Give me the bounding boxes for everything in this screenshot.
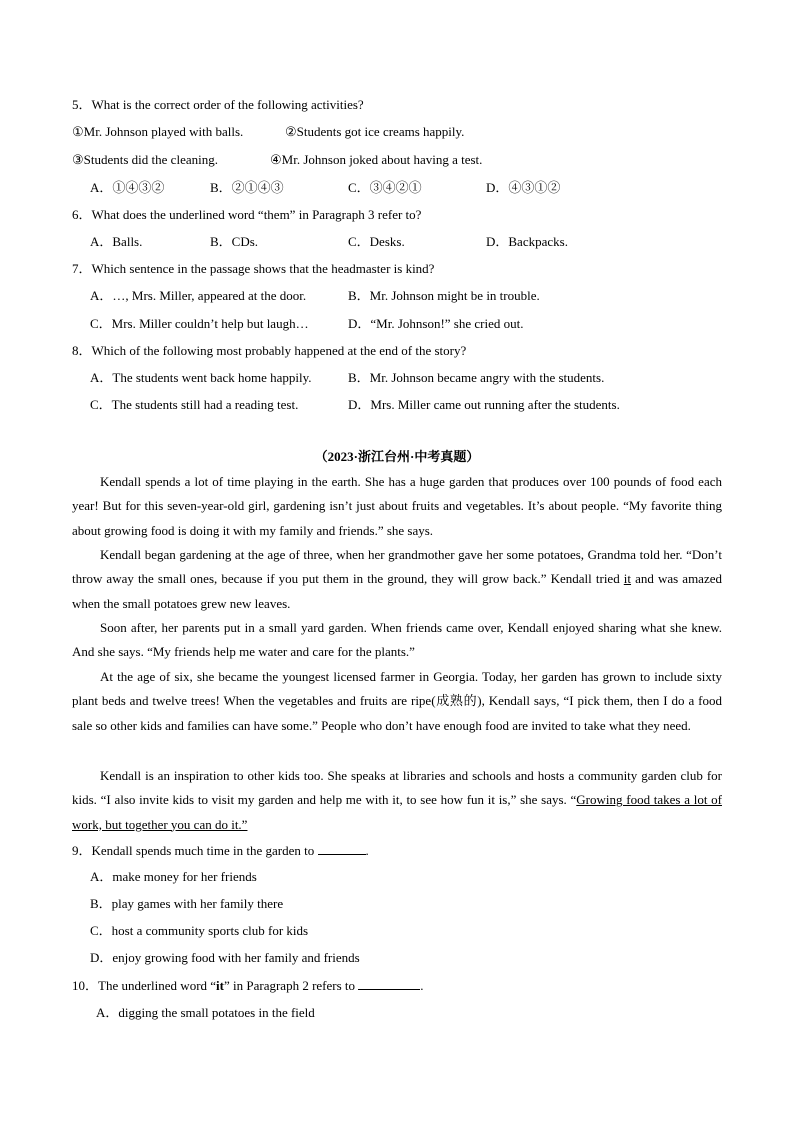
- passage-paragraph-2-text-b: and was amazed when the small potatoes grew new leaves.: [72, 571, 722, 611]
- q9-stem: [72, 842, 369, 859]
- q8-stem: 8．Which of the following most probably happened at the end of the story?: [72, 343, 467, 358]
- q7-option-d[interactable]: D．“Mr. Johnson!” she cried out.: [348, 316, 524, 331]
- passage-paragraph-4: [72, 665, 722, 738]
- q10-stem-end: .: [420, 978, 424, 993]
- q5-option-a[interactable]: A．①④③②: [90, 180, 165, 195]
- q6-option-b[interactable]: B．CDs.: [210, 234, 259, 249]
- passage-paragraph-3-text: Soon after, her parents put in a small yard garden. When friends came over, Kendall enjoyed sharing what she knew. And she says. “My friends help me water and care for the plants.”: [72, 620, 722, 660]
- q9-option-b[interactable]: B．play games with her family there: [90, 896, 284, 911]
- q5-option-c[interactable]: C．③④②①: [348, 180, 422, 195]
- underlined-sentence: Growing food takes a lot of work, but together you can do it.”: [72, 792, 722, 832]
- passage-paragraph-2: [72, 543, 722, 616]
- q9-answer-blank[interactable]: [318, 842, 366, 855]
- passage-paragraph-1-text: Kendall spends a lot of time playing in the earth. She has a huge garden that produces over 100 pounds of food each year! But for this seven-year-old girl, gardening isn’t just about fruits and vegetables. It’s about people. “My favorite thing about growing food is doing it with my family and friends.” she says.: [72, 474, 722, 538]
- q9-option-c[interactable]: C．host a community sports club for kids: [90, 923, 309, 938]
- q8-option-c[interactable]: C．The students still had a reading test.: [90, 397, 299, 412]
- q10-stem-text-a: 10．The underlined word “: [72, 978, 217, 993]
- q9-option-a[interactable]: A．make money for her friends: [90, 869, 257, 884]
- q5-item-3: ③Students did the cleaning.: [72, 152, 218, 167]
- q10-stem-bold-word: it: [216, 978, 224, 993]
- q5-item-4: ④Mr. Johnson joked about having a test.: [270, 152, 483, 167]
- q7-option-a[interactable]: A．…, Mrs. Miller, appeared at the door.: [90, 288, 307, 303]
- q10-stem: [72, 977, 424, 994]
- q9-stem-end: .: [365, 843, 369, 858]
- q9-stem-text: 9．Kendall spends much time in the garden to: [72, 843, 315, 858]
- q10-stem-text-b: ” in Paragraph 2 refers to: [224, 978, 356, 993]
- q8-option-b[interactable]: B．Mr. Johnson became angry with the students.: [348, 370, 605, 385]
- q5-item-1: ①Mr. Johnson played with balls.: [72, 124, 244, 139]
- q8-option-d[interactable]: D．Mrs. Miller came out running after the students.: [348, 397, 620, 412]
- q5-item-2: ②Students got ice creams happily.: [285, 124, 465, 139]
- q5-option-b[interactable]: B．②①④③: [210, 180, 284, 195]
- q8-option-a[interactable]: A．The students went back home happily.: [90, 370, 312, 385]
- passage-paragraph-2-text-a: Kendall began gardening at the age of three, when her grandmother gave her some potatoes, Grandma told her. “Don’t throw away the small ones, because if you put them in the ground, they will grow back.” Kendall tried: [72, 547, 722, 587]
- q6-stem: 6．What does the underlined word “them” in Paragraph 3 refer to?: [72, 207, 422, 222]
- passage-paragraph-5-text: Kendall is an inspiration to other kids too. She speaks at libraries and schools and hosts a community garden club for kids. “I also invite kids to visit my garden and help me with it, to see how fun it is,” she says. “: [72, 768, 722, 808]
- passage-paragraph-3: [72, 616, 722, 665]
- q5-option-d[interactable]: D．④③①②: [486, 180, 561, 195]
- q6-option-c[interactable]: C．Desks.: [348, 234, 405, 249]
- q10-answer-blank[interactable]: [358, 977, 420, 990]
- q6-option-d[interactable]: D．Backpacks.: [486, 234, 568, 249]
- q5-stem: 5．What is the correct order of the following activities?: [72, 97, 364, 112]
- q7-option-b[interactable]: B．Mr. Johnson might be in trouble.: [348, 288, 540, 303]
- passage-paragraph-1: [72, 470, 722, 543]
- q10-option-a[interactable]: A．digging the small potatoes in the field: [96, 1005, 315, 1020]
- section-title: （2023·浙江台州·中考真题）: [314, 449, 480, 464]
- q7-stem: 7．Which sentence in the passage shows that the headmaster is kind?: [72, 261, 435, 276]
- q7-option-c[interactable]: C．Mrs. Miller couldn’t help but laugh…: [90, 316, 309, 331]
- passage-paragraph-4-text: At the age of six, she became the youngest licensed farmer in Georgia. Today, her garden has grown to include sixty plant beds and twelve trees! When the vegetables and fruits are ripe(成熟的), Kendall says, “I pick them, then I do a food sale so other kids and families can have some.” People who don’t have enough food are invited to take what they need.: [72, 669, 722, 733]
- underlined-word-it: it: [623, 571, 632, 587]
- q9-option-d[interactable]: D．enjoy growing food with her family and friends: [90, 950, 360, 965]
- q6-option-a[interactable]: A．Balls.: [90, 234, 143, 249]
- passage-paragraph-5: [72, 764, 722, 837]
